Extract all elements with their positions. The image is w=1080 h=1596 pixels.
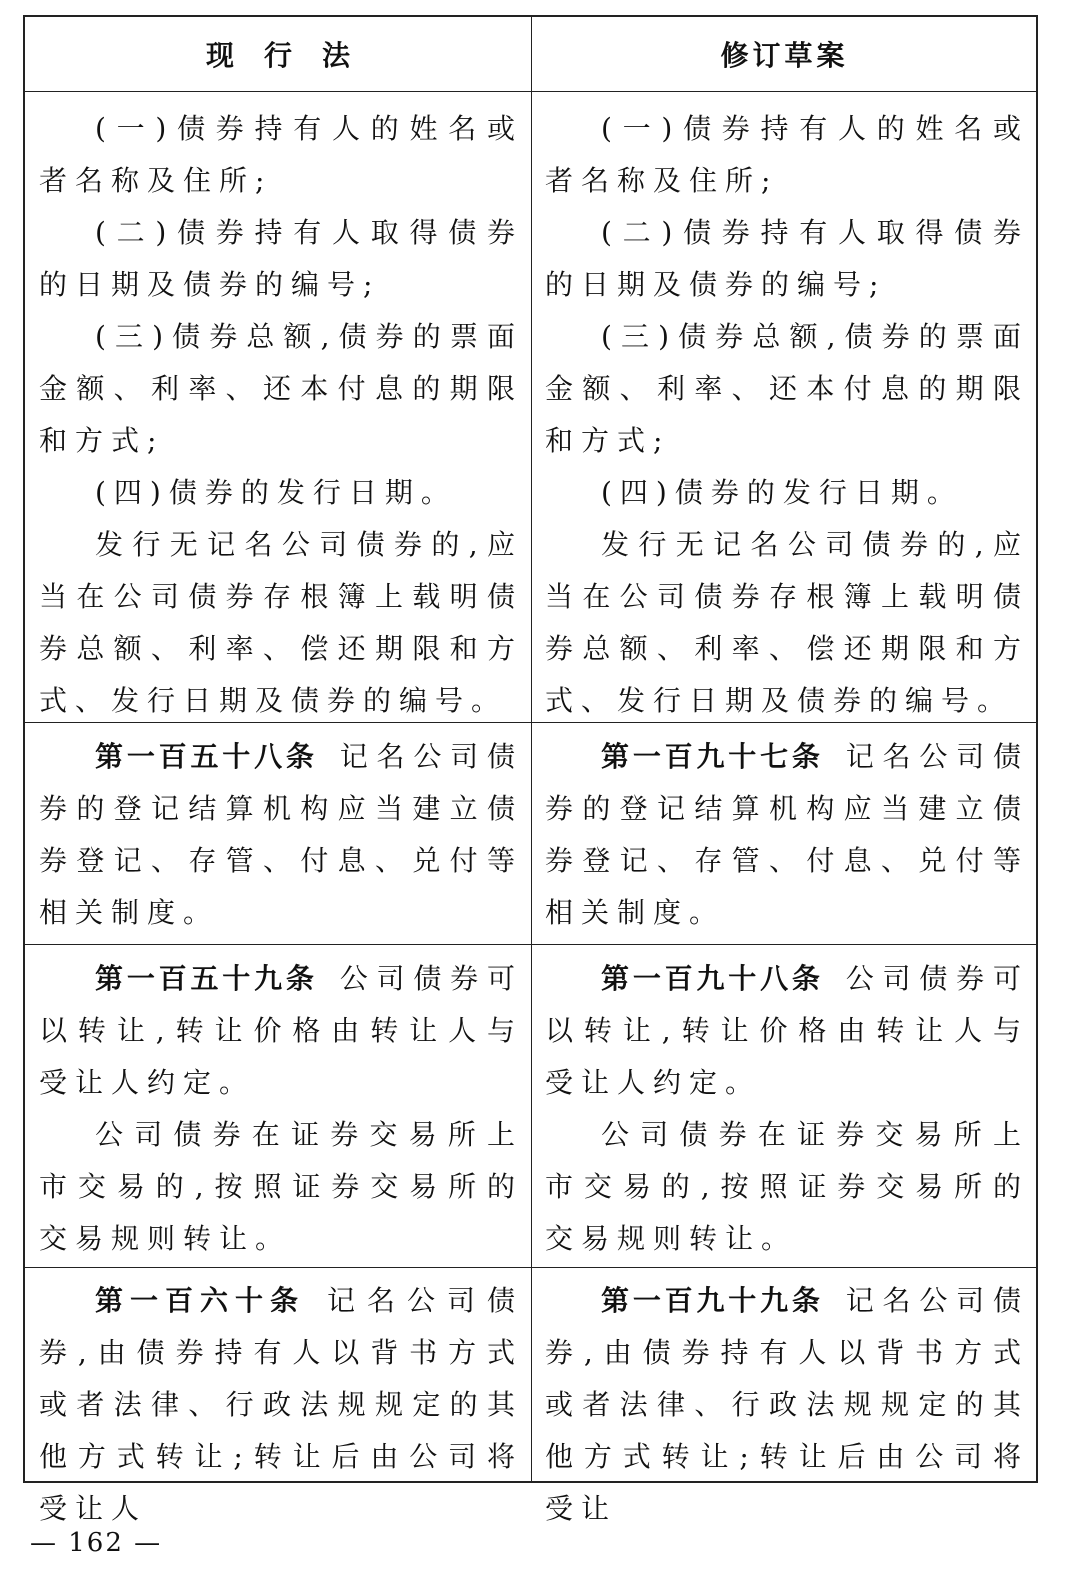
row2-left-cell — [39, 731, 523, 939]
article-number: 第一百九十九条 — [601, 1284, 824, 1317]
paragraph — [545, 731, 1029, 939]
row2-right-cell — [545, 731, 1029, 939]
row4-left-cell — [39, 1275, 523, 1535]
paragraph: (四)债券的发行日期。 — [95, 476, 457, 509]
row-divider — [25, 1267, 1036, 1268]
article-text: 记名公司债券的登记结算机构应当建立债券登记、存管、付息、兑付等相关制度。 — [545, 740, 1029, 929]
paragraph — [39, 953, 523, 1109]
comparison-table — [23, 15, 1038, 1525]
paragraph: 公司债券在证券交易所上市交易的,按照证券交易所的交易规则转让。 — [39, 1118, 523, 1255]
page-number: — 162 — — [30, 1528, 163, 1558]
paragraph: (三)债券总额,债券的票面金额、利率、还本付息的期限和方式; — [39, 320, 523, 457]
paragraph: (二)债券持有人取得债券的日期及债券的编号; — [39, 216, 523, 301]
paragraph: 发行无记名公司债券的,应当在公司债券存根簿上载明债券总额、利率、偿还期限和方式、发行日期及债券的编号。 — [39, 528, 523, 717]
row-divider — [25, 944, 1036, 945]
paragraph: 发行无记名公司债券的,应当在公司债券存根簿上载明债券总额、利率、偿还期限和方式、发行日期及债券的编号。 — [545, 528, 1029, 717]
row-divider — [25, 91, 1036, 92]
paragraph — [39, 1275, 523, 1535]
column-divider — [531, 17, 532, 1481]
row3-left-cell — [39, 953, 523, 1265]
row4-right-cell — [545, 1275, 1029, 1535]
article-number: 第一百九十七条 — [601, 740, 824, 773]
paragraph — [39, 731, 523, 939]
paragraph — [545, 1275, 1029, 1535]
header-revised-draft: 修订草案 — [720, 39, 849, 72]
paragraph: (一)债券持有人的姓名或者名称及住所; — [39, 112, 523, 197]
header-current-law: 现行法 — [205, 39, 380, 72]
article-number: 第一百五十八条 — [95, 740, 318, 773]
row1-left-cell — [39, 103, 523, 727]
row3-right-cell — [545, 953, 1029, 1265]
article-text: 公司债券可以转让,转让价格由转让人与受让人约定。 — [39, 962, 523, 1099]
paragraph: 公司债券在证券交易所上市交易的,按照证券交易所的交易规则转让。 — [545, 1118, 1029, 1255]
article-number: 第一百五十九条 — [95, 962, 318, 995]
row1-right-cell — [545, 103, 1029, 727]
paragraph: (四)债券的发行日期。 — [601, 476, 963, 509]
article-text: 公司债券可以转让,转让价格由转让人与受让人约定。 — [545, 962, 1029, 1099]
article-number: 第一百六十条 — [95, 1284, 305, 1317]
article-number: 第一百九十八条 — [601, 962, 824, 995]
article-text: 记名公司债券,由债券持有人以背书方式或者法律、行政法规规定的其他方式转让;转让后由公司将受让人 — [39, 1284, 523, 1525]
paragraph: (三)债券总额,债券的票面金额、利率、还本付息的期限和方式; — [545, 320, 1029, 457]
paragraph: (一)债券持有人的姓名或者名称及住所; — [545, 112, 1029, 197]
paragraph: (二)债券持有人取得债券的日期及债券的编号; — [545, 216, 1029, 301]
article-text: 记名公司债券,由债券持有人以背书方式或者法律、行政法规规定的其他方式转让;转让后由公司将受让 — [545, 1284, 1029, 1525]
article-text: 记名公司债券的登记结算机构应当建立债券登记、存管、付息、兑付等相关制度。 — [39, 740, 523, 929]
paragraph — [545, 953, 1029, 1109]
